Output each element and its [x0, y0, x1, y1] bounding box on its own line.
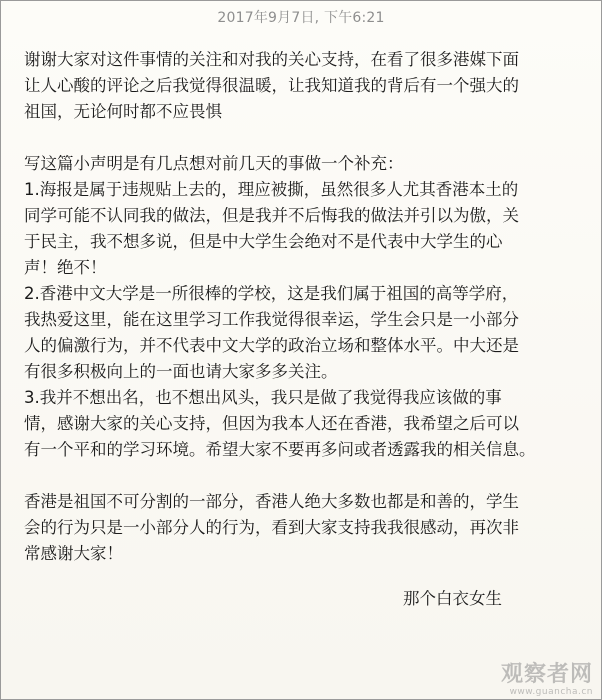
text-line: 让人心酸的评论之后我觉得很温暖，让我知道我的背后有一个强大的: [24, 76, 519, 95]
text-line: 写这篇小声明是有几点想对前几天的事做一个补充：: [24, 154, 404, 173]
paragraph-gap: [24, 125, 584, 151]
text-line: 有很多积极向上的一面也请大家多多关注。: [24, 362, 338, 381]
text-line: 谢谢大家对这件事情的关注和对我的关心支持，在看了很多港媒下面: [24, 50, 519, 69]
watermark-logo: 观察者网: [500, 662, 593, 687]
watermark-url: www.guancha.cn: [509, 687, 593, 697]
text-line: 1.海报是属于违规贴上去的，理应被撕，虽然很多人尤其香港本土的: [24, 180, 519, 199]
paragraph-gap: [24, 463, 584, 489]
text-line: 情，感谢大家的关心支持，但因为我本人还在香港，我希望之后可以: [24, 414, 519, 433]
points-paragraph: [24, 151, 584, 463]
closing-paragraph: [24, 489, 584, 567]
text-line: 2.香港中文大学是一所很棒的学校，这是我们属于祖国的高等学府，: [24, 284, 519, 303]
text-line: 会的行为只是一小部分人的行为，看到大家支持我我很感动，再次非: [24, 518, 519, 537]
text-line: 同学可能不认同我的做法，但是我并不后悔我的做法并引以为傲，关: [24, 206, 519, 225]
watermark: [501, 663, 593, 697]
text-line: 常感谢大家！: [24, 544, 123, 563]
timestamp: 2017年9月7日, 下午6:21: [217, 10, 385, 26]
intro-paragraph: [24, 47, 584, 125]
text-line: 于民主，我不想多说，但是中大学生会绝对不是代表中大学生的心: [24, 232, 503, 251]
text-line: 声！绝不！: [24, 258, 107, 277]
statement-body: [24, 47, 584, 567]
text-line: 我热爱这里，能在这里学习工作我觉得很幸运，学生会只是一小部分: [24, 310, 519, 329]
text-line: 3.我并不想出名，也不想出风头，我只是做了我觉得我应该做的事: [24, 388, 502, 407]
text-line: 祖国，无论何时都不应畏惧: [24, 102, 222, 121]
text-line: 人的偏激行为，并不代表中文大学的政治立场和整体水平。中大还是: [24, 336, 519, 355]
text-line: 有一个平和的学习环境。希望大家不要再多问或者透露我的相关信息。: [24, 440, 536, 459]
text-line: 香港是祖国不可分割的一部分，香港人绝大多数也都是和善的，学生: [24, 492, 519, 511]
signature: 那个白衣女生: [403, 589, 502, 608]
